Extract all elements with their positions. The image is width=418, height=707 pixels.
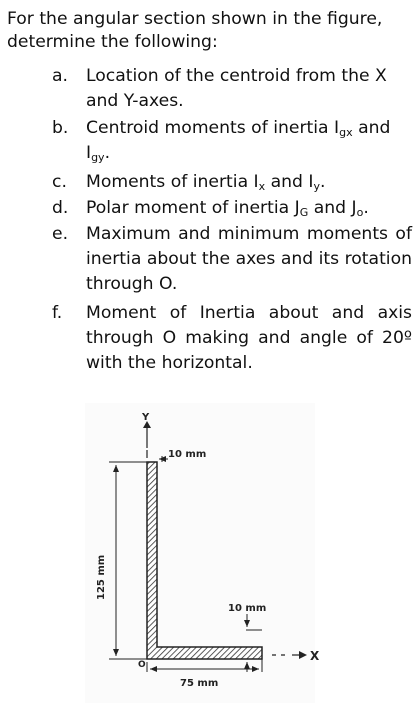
origin-label: O bbox=[138, 660, 146, 670]
height-label: 125 mm bbox=[96, 554, 107, 600]
item-e-text: Maximum and minimum moments of inertia about the axes and its rotation through O. bbox=[86, 224, 412, 294]
item-f-text: Moment of Inertia about and axis through O making and angle of 20º with the horizontal. bbox=[86, 303, 412, 373]
item-b-text: Centroid moments of inertia $I_{gx}$ and $I_{gy}$. bbox=[86, 118, 391, 164]
problem-intro: For the angular section shown in the figure, determine the following: bbox=[7, 9, 383, 52]
item-a-text: Location of the centroid from the X and Y-axes. bbox=[86, 66, 387, 111]
item-c-text: Moments of inertia $I_x$ and $I_y$. bbox=[86, 172, 326, 193]
top-thickness-label: 10 mm bbox=[168, 449, 207, 460]
item-f-label: f. bbox=[52, 303, 63, 323]
item-a-label: a. bbox=[52, 66, 68, 86]
item-e-label: e. bbox=[52, 224, 69, 244]
item-d-label: d. bbox=[52, 198, 69, 218]
item-b-label: b. bbox=[52, 118, 69, 138]
width-label: 75 mm bbox=[180, 678, 219, 689]
y-axis-label: Y bbox=[142, 412, 150, 423]
x-axis-label: X bbox=[310, 649, 320, 663]
bottom-thickness-label: 10 mm bbox=[228, 603, 267, 614]
item-d-text: Polar moment of inertia $J_G$ and $J_o$. bbox=[86, 198, 369, 219]
item-c-label: c. bbox=[52, 172, 67, 192]
